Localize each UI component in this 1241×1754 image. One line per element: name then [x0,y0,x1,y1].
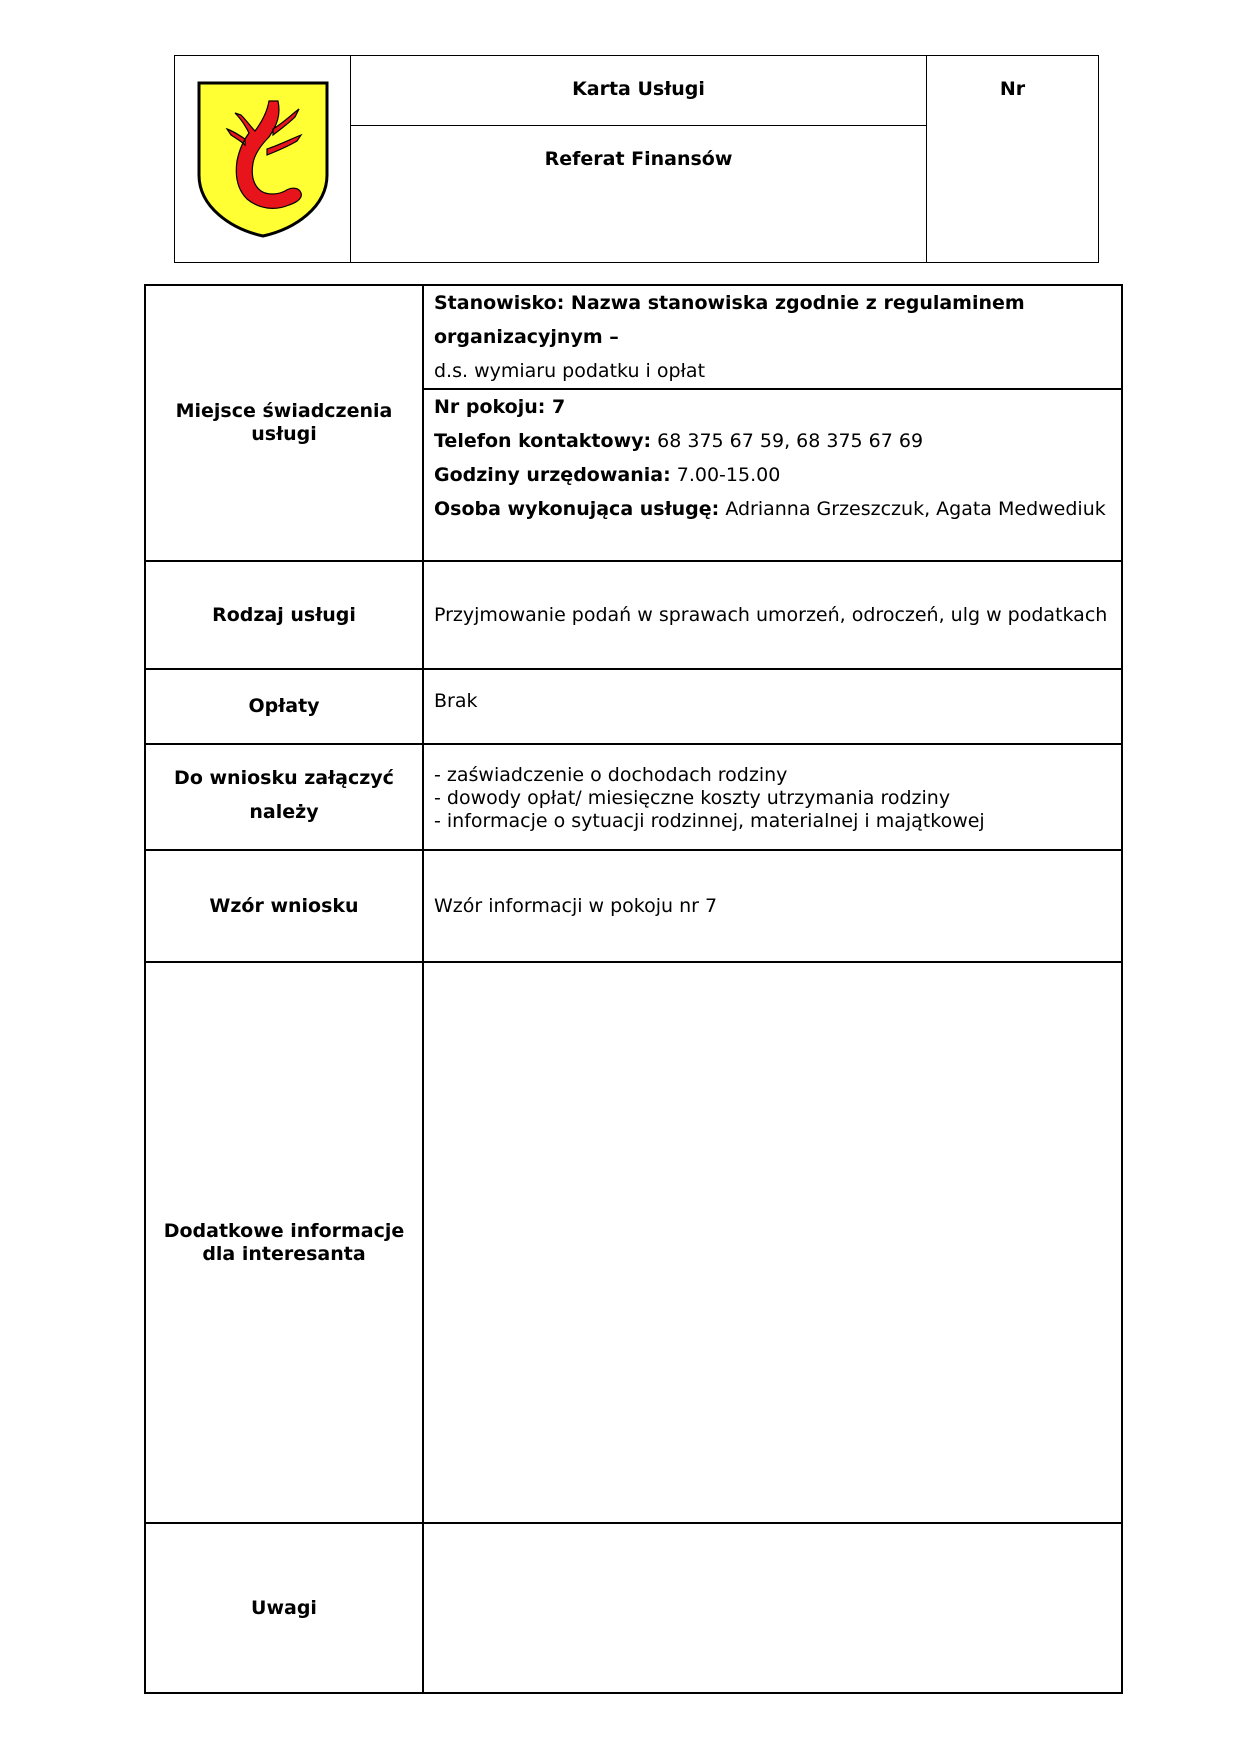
wzor-value: Wzór informacji w pokoju nr 7 [423,850,1122,962]
oplaty-label: Opłaty [145,669,423,744]
service-card-table [144,284,1123,1694]
stanowisko-label: Stanowisko: Nazwa stanowiska zgodnie z regulaminem organizacyjnym – [434,292,1025,348]
header-table [174,55,1099,263]
dodatkowe-value [423,962,1122,1523]
department-name: Referat Finansów [544,148,733,170]
dodatkowe-label: Dodatkowe informacje dla interesanta [145,962,423,1523]
telefon-label: Telefon kontaktowy: [434,430,652,452]
logo-cell [175,56,351,263]
rodzaj-value: Przyjmowanie podań w sprawach umorzeń, odroczeń, ulg w podatkach [423,561,1122,669]
stanowisko-value: d.s. wymiaru podatku i opłat [434,360,706,382]
godziny-label: Godziny urzędowania: [434,464,671,486]
contact-cell [423,389,1122,561]
page-title: Karta Usługi [572,78,705,100]
godziny-value: 7.00-15.00 [676,464,781,486]
title-cell [351,56,927,126]
uwagi-label: Uwagi [145,1523,423,1693]
telefon-value: 68 375 67 59, 68 375 67 69 [657,430,924,452]
list-item: - dowody opłat/ miesięczne koszty utrzymania rodziny [434,787,951,809]
oplaty-value: Brak [423,669,1122,744]
osoba-label: Osoba wykonująca usługę: [434,498,720,520]
osoba-value: Adrianna Grzeszczuk, Agata Medwediuk [725,498,1106,520]
zalaczyc-list [423,744,1122,850]
stanowisko-cell [423,285,1122,389]
rodzaj-label: Rodzaj usługi [145,561,423,669]
zalaczyc-label: Do wniosku załączyć należy [145,744,423,850]
nr-label: Nr [999,78,1026,100]
coat-of-arms-antler-icon [195,79,331,239]
list-item: - informacje o sytuacji rodzinnej, materialnej i majątkowej [434,810,985,832]
list-item: - zaświadczenie o dochodach rodziny [434,764,788,786]
department-cell [351,126,927,263]
wzor-label: Wzór wniosku [145,850,423,962]
pokoj-label: Nr pokoju: 7 [434,396,566,418]
nr-cell [927,56,1099,263]
uwagi-value [423,1523,1122,1693]
miejsce-label: Miejsce świadczenia usługi [145,285,423,561]
